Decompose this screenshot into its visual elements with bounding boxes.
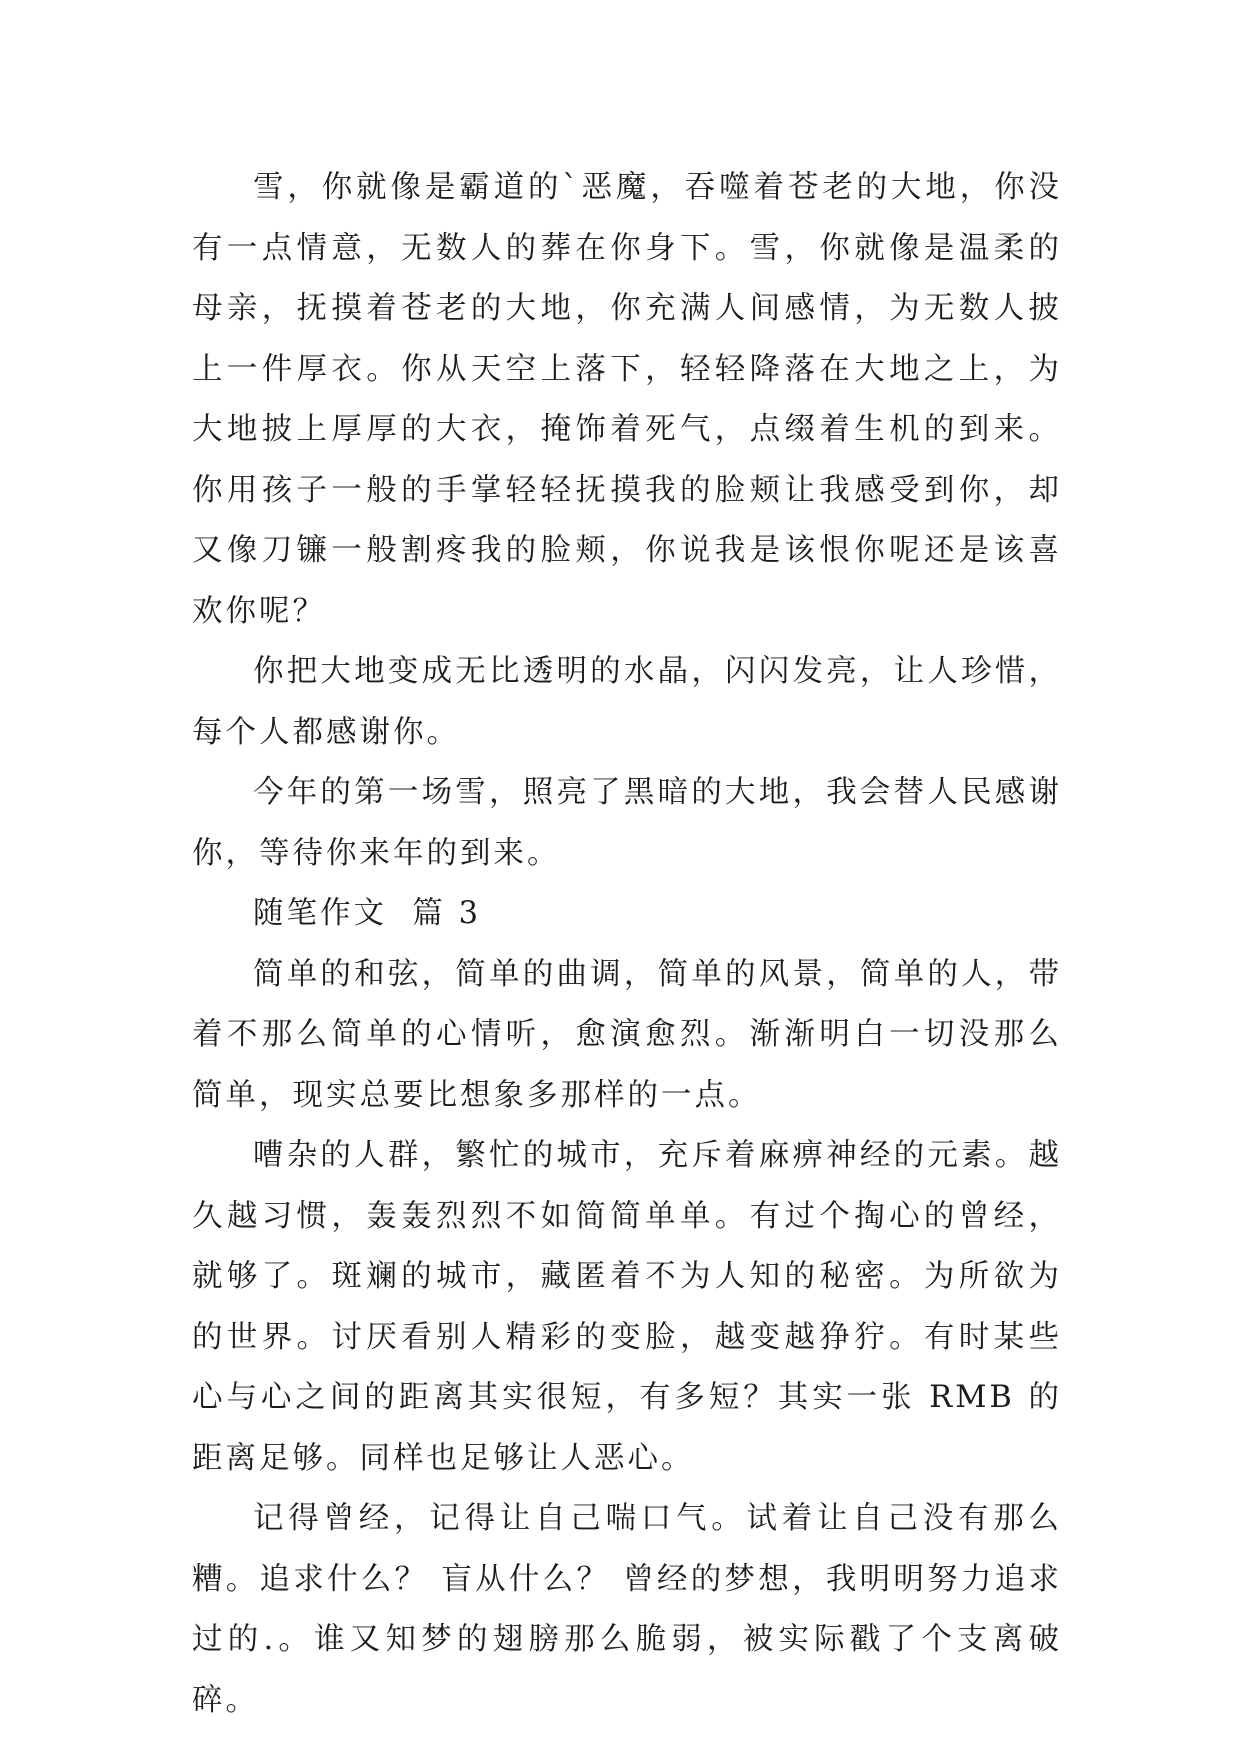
paragraph: 简单的和弦，简单的曲调，简单的风景，简单的人，带着不那么简单的心情听，愈演愈烈。渐渐明白一切没那么简单，现实总要比想象多那样的一点。 [192, 956, 1062, 1113]
paragraph: 记得曾经，记得让自己喘口气。试着让自己没有那么糟。追求什么？ 盲从什么？ 曾经的梦想，我明明努力追求过的.。谁又知梦的翅膀那么脆弱，被实际戳了个支离破碎。 [192, 1501, 1062, 1718]
paragraph: 你把大地变成无比透明的水晶，闪闪发亮，让人珍惜，每个人都感谢你。 [192, 654, 1062, 750]
paragraph: 嘈杂的人群，繁忙的城市，充斥着麻痹神经的元素。越久越习惯，轰轰烈烈不如简简单单。有过个掏心的曾经，就够了。斑斓的城市，藏匿着不为人知的秘密。为所欲为的世界。讨厌看别人精彩的变脸，越变越狰狞。有时某些心与心之间的距离其实很短，有多短？其实一张 RMB 的距离足够。同样也足够让人恶心。 [192, 1138, 1062, 1476]
paragraph: 雪，你就像是霸道的`恶魔，吞噬着苍老的大地，你没有一点情意，无数人的葬在你身下。雪，你就像是温柔的母亲，抚摸着苍老的大地，你充满人间感情，为无数人披上一件厚衣。你从天空上落下，轻轻降落在大地之上，为大地披上厚厚的大衣，掩饰着死气，点缀着生机的到来。你用孩子一般的手掌轻轻抚摸我的脸颊让我感受到你，却又像刀镰一般割疼我的脸颊，你说我是该恨你呢还是该喜欢你呢？ [192, 170, 1062, 629]
document-body [192, 158, 1062, 1731]
paragraph: 今年的第一场雪，照亮了黑暗的大地，我会替人民感谢你，等待你来年的到来。 [192, 775, 1062, 871]
section-heading: 随笔作文 篇 3 [253, 896, 481, 931]
